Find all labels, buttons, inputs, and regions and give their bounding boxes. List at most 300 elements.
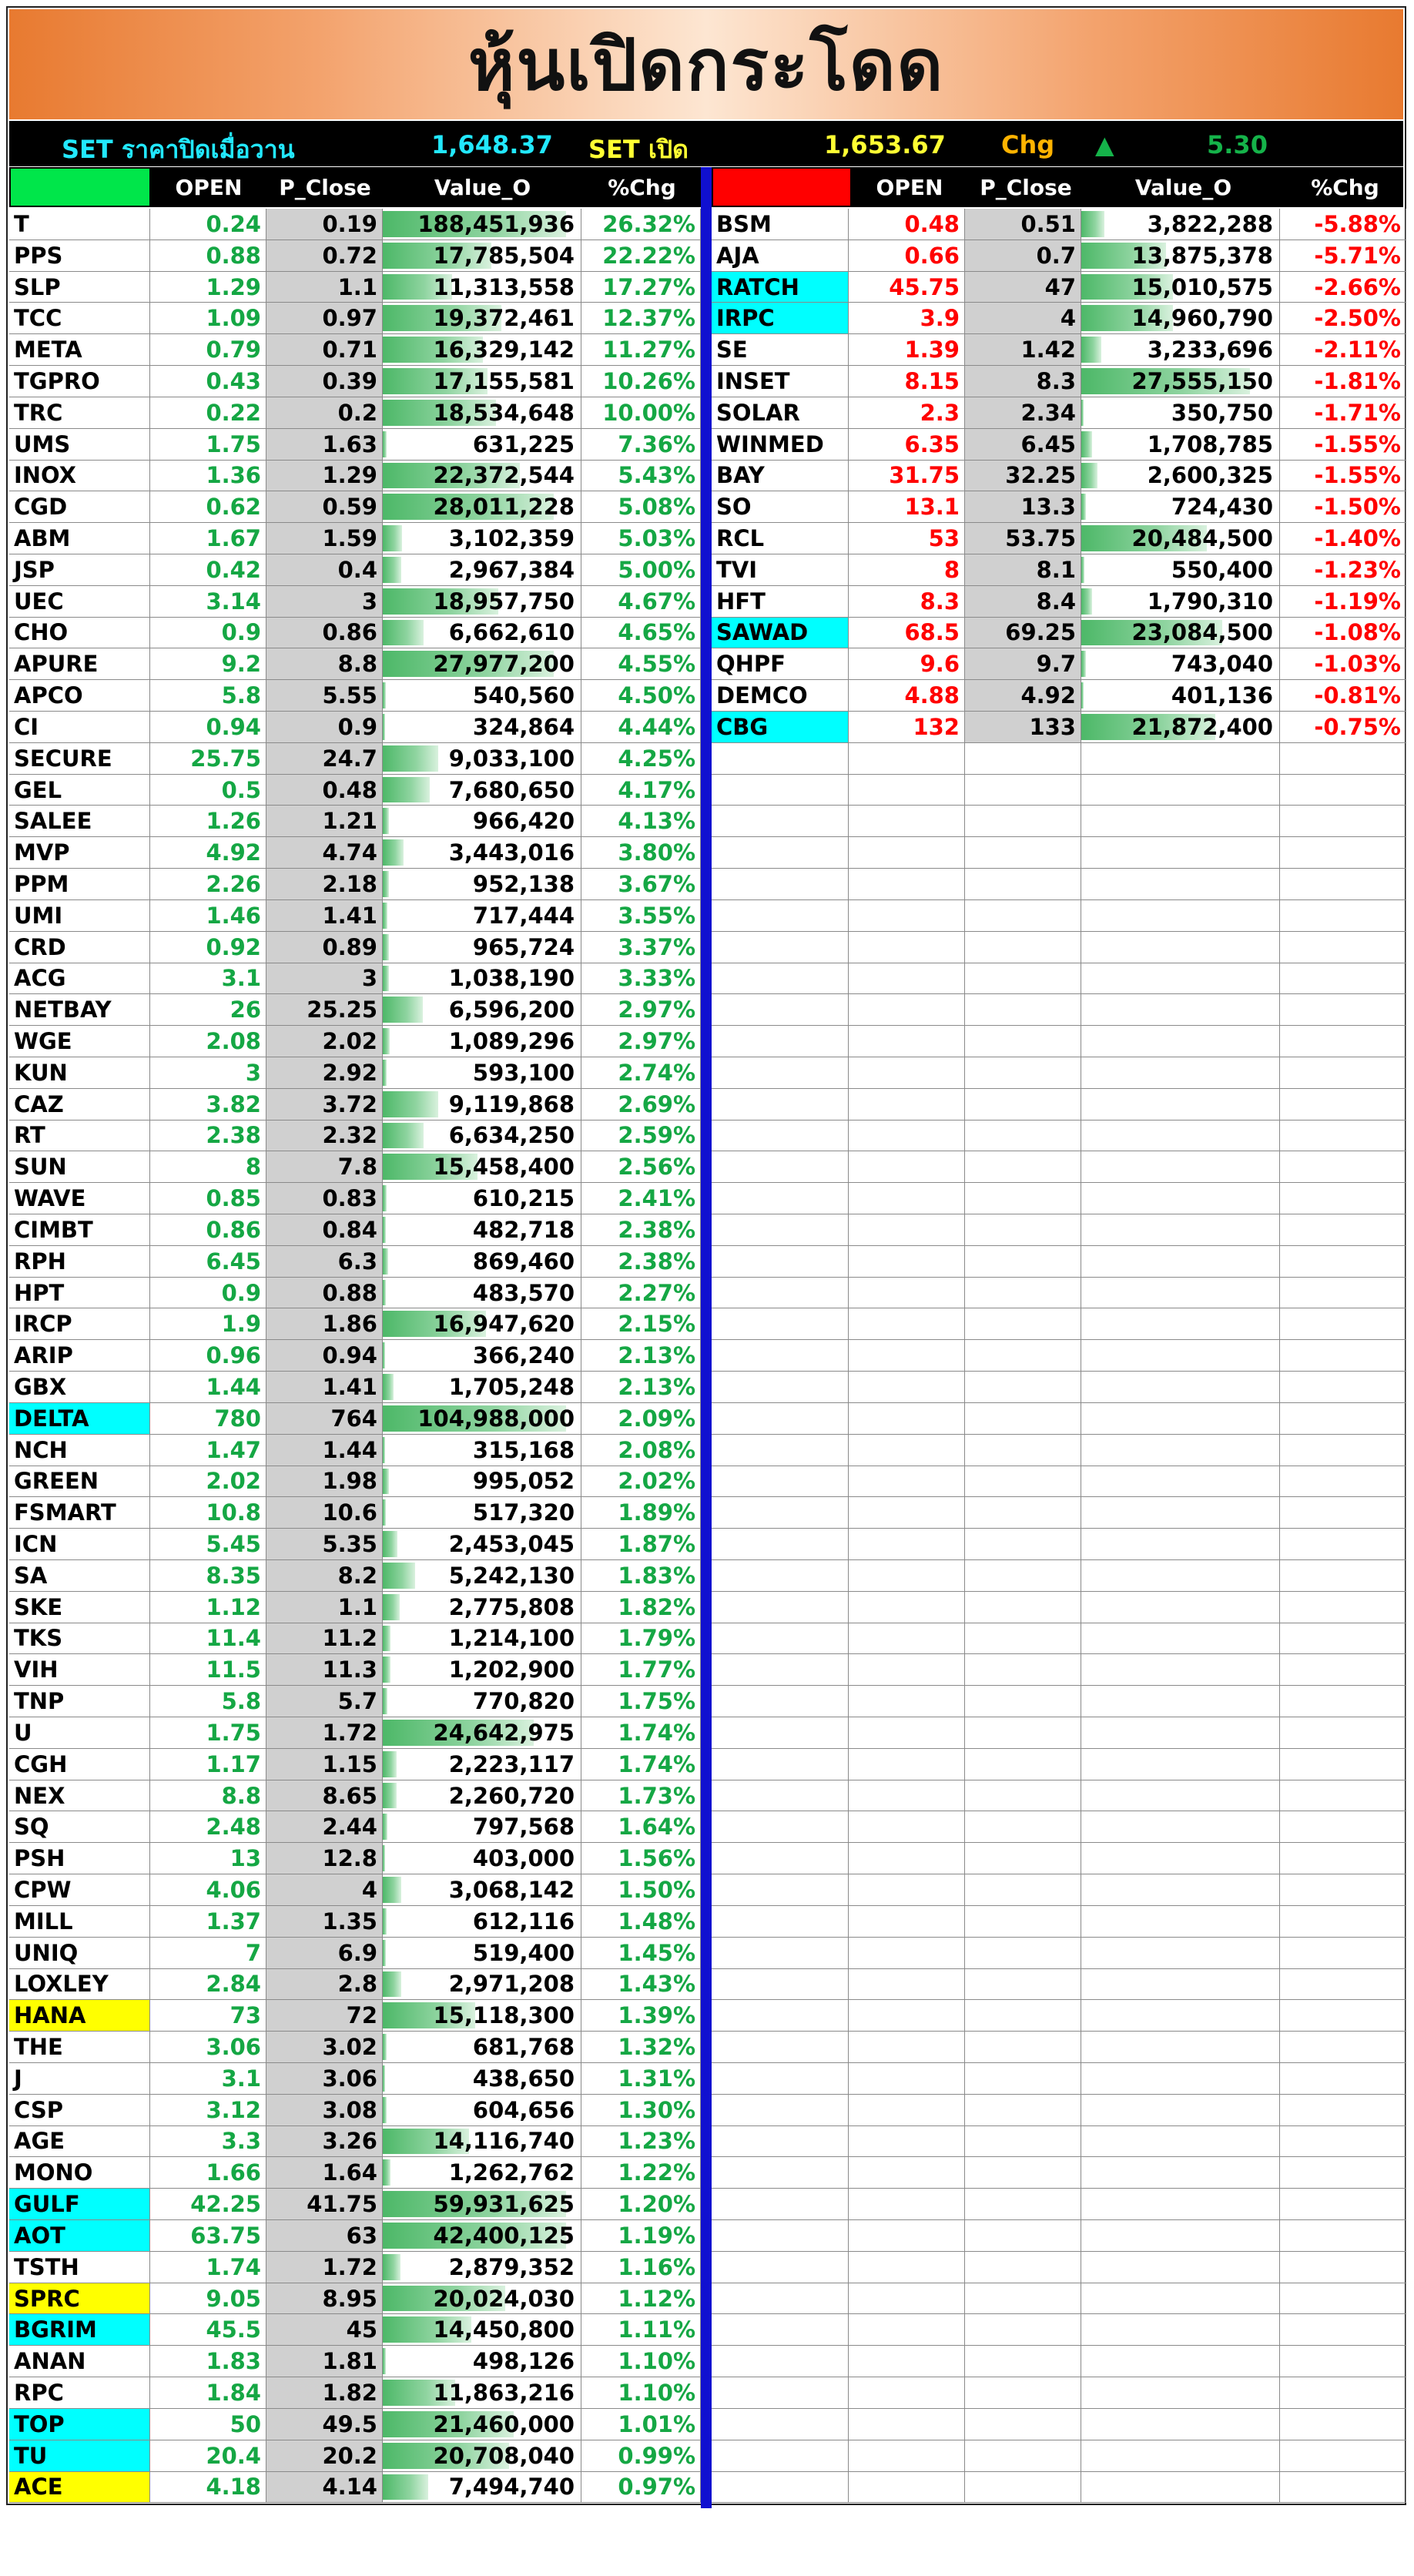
symbol-cell[interactable] [9,429,150,460]
table-row[interactable] [9,1811,701,1843]
value-text: 9,033,100 [448,745,575,772]
value-cell [1081,900,1280,931]
value-bar [383,620,424,646]
symbol-cell[interactable] [9,1906,150,1937]
header-open-left[interactable]: OPEN [175,174,243,200]
symbol-cell[interactable] [9,2409,150,2440]
symbol-cell[interactable] [9,586,150,617]
open-cell [150,1654,266,1685]
value-cell [383,209,581,240]
prev-close-price: 1.98 [322,1468,377,1495]
table-row[interactable] [712,648,1406,680]
symbol-cell[interactable] [9,303,150,333]
prev-close-cell [266,2377,383,2408]
pct-chg-cell [581,1780,701,1811]
header-pclose-right[interactable]: P_Close [980,174,1072,200]
table-row[interactable] [9,1246,701,1278]
symbol-cell[interactable] [9,334,150,365]
symbol-cell[interactable] [9,932,150,963]
symbol-cell[interactable] [712,366,849,397]
open-price: 8.3 [920,588,960,615]
table-row[interactable] [712,397,1406,429]
symbol-cell[interactable] [9,1057,150,1088]
symbol-cell[interactable] [9,1278,150,1308]
table-row[interactable] [712,209,1406,240]
value-cell [1081,366,1280,397]
pct-chg-text: 2.74% [618,1059,695,1086]
table-row[interactable] [9,240,701,272]
table-row[interactable] [712,303,1406,334]
symbol-cell[interactable] [9,1026,150,1057]
symbol-cell [712,1749,849,1780]
symbol-text: SUN [14,1154,67,1181]
value-cell [1081,994,1280,1025]
symbol-cell[interactable] [9,963,150,994]
table-row[interactable] [9,1435,701,1466]
value-text: 59,931,625 [433,2191,575,2218]
table-row[interactable] [712,523,1406,554]
table-row[interactable] [712,366,1406,397]
symbol-text: WINMED [716,430,824,457]
open-price: 3 [245,1059,261,1086]
value-cell [383,2314,581,2345]
symbol-cell[interactable] [712,648,849,679]
prev-close-cell [965,554,1081,585]
table-row[interactable] [9,1560,701,1592]
table-row[interactable] [712,429,1406,461]
open-cell [849,303,965,333]
symbol-cell[interactable] [9,2314,150,2345]
symbol-cell[interactable] [712,272,849,303]
symbol-cell[interactable] [9,1654,150,1685]
table-row[interactable] [9,2252,701,2283]
pct-chg-text: -1.50% [1314,494,1401,521]
table-row[interactable] [9,461,701,492]
symbol-cell[interactable] [9,491,150,522]
table-row[interactable] [9,1214,701,1246]
value-text: 2,775,808 [448,1593,575,1620]
table-row[interactable] [9,2440,701,2472]
symbol-cell [712,1780,849,1811]
prev-close-cell [266,2314,383,2345]
table-row[interactable] [9,1466,701,1498]
value-cell [1081,2440,1280,2471]
open-cell [849,1246,965,1277]
up-arrow-icon: ▲ [1095,130,1114,159]
table-row[interactable] [9,1780,701,1812]
table-row[interactable] [712,680,1406,712]
symbol-cell[interactable] [9,1529,150,1559]
open-cell [849,2314,965,2345]
symbol-cell[interactable] [9,523,150,554]
table-row[interactable] [9,2283,701,2315]
value-text: 995,052 [472,1468,575,1495]
symbol-cell[interactable] [9,1686,150,1717]
empty-row [712,1151,1406,1183]
open-cell [150,1151,266,1182]
table-row[interactable] [712,240,1406,272]
value-bar [383,745,438,772]
table-row[interactable] [9,680,701,712]
pct-chg-cell [581,1717,701,1748]
table-row[interactable] [9,1717,701,1749]
symbol-cell[interactable] [9,397,150,428]
table-row[interactable] [9,586,701,618]
symbol-cell [712,1906,849,1937]
header-open-right[interactable]: OPEN [876,174,943,200]
symbol-cell[interactable] [9,1403,150,1434]
symbol-cell[interactable] [9,209,150,240]
value-cell [1081,2157,1280,2188]
value-cell [1081,1717,1280,1748]
table-row[interactable] [9,2095,701,2126]
open-cell [150,2220,266,2251]
table-row[interactable] [9,2063,701,2095]
table-row[interactable] [9,554,701,586]
symbol-cell[interactable] [9,2440,150,2471]
table-row[interactable] [9,900,701,932]
symbol-cell[interactable] [712,586,849,617]
table-row[interactable] [9,1623,701,1655]
symbol-cell[interactable] [712,209,849,240]
symbol-cell [712,2409,849,2440]
table-row[interactable] [9,1151,701,1183]
table-row[interactable] [9,429,701,461]
pct-chg-cell [1280,1183,1406,1214]
symbol-cell[interactable] [9,1340,150,1371]
symbol-cell[interactable] [9,1623,150,1654]
symbol-cell[interactable] [712,618,849,648]
value-cell [383,806,581,836]
table-row[interactable] [9,1592,701,1623]
value-text: 403,000 [472,1845,575,1872]
prev-close-cell [266,775,383,806]
prev-close-cell [266,1214,383,1245]
prev-close-price: 2.02 [322,1028,377,1055]
table-row[interactable] [9,932,701,963]
symbol-cell[interactable] [9,1435,150,1466]
table-row[interactable] [9,1308,701,1340]
prev-close-price: 0.71 [322,337,377,363]
symbol-cell[interactable] [9,1246,150,1277]
table-row[interactable] [9,743,701,775]
symbol-cell[interactable] [9,2095,150,2125]
prev-close-cell [266,1121,383,1151]
table-row[interactable] [9,712,701,743]
header-pclose-left[interactable]: P_Close [279,174,371,200]
prev-close-cell [965,2063,1081,2094]
table-row[interactable] [9,1969,701,2001]
table-row[interactable] [9,2377,701,2409]
value-text: 27,555,150 [1131,367,1273,394]
prev-close-cell [266,712,383,742]
table-row[interactable] [9,1057,701,1089]
header-chg-left[interactable]: %Chg [608,174,676,200]
table-row[interactable] [712,272,1406,303]
table-row[interactable] [9,1121,701,1152]
table-row[interactable] [9,1938,701,1969]
symbol-cell[interactable] [712,240,849,271]
table-row[interactable] [712,712,1406,743]
symbol-cell[interactable] [9,2220,150,2251]
symbol-cell[interactable] [712,461,849,491]
table-row[interactable] [9,2000,701,2032]
table-row[interactable] [712,586,1406,618]
symbol-cell[interactable] [712,429,849,460]
value-cell [1081,2220,1280,2251]
symbol-cell[interactable] [9,618,150,648]
open-price: 0.94 [206,713,261,740]
prev-close-price: 6.45 [1020,430,1076,457]
symbol-cell[interactable] [9,2346,150,2377]
table-row[interactable] [712,461,1406,492]
table-row[interactable] [9,1874,701,1906]
prev-close-price: 1.81 [322,2348,377,2375]
header-value-left[interactable]: Value_O [434,174,531,200]
symbol-cell[interactable] [9,2000,150,2031]
symbol-cell[interactable] [9,2157,150,2188]
symbol-cell[interactable] [9,240,150,271]
value-text: 681,768 [472,2034,575,2061]
pct-chg-cell [1280,554,1406,585]
symbol-cell[interactable] [9,2063,150,2094]
value-text: 14,960,790 [1131,305,1273,332]
pct-chg-text: 7.36% [618,430,695,457]
table-row[interactable] [9,1340,701,1372]
prev-close-cell [965,429,1081,460]
prev-close-cell [965,1749,1081,1780]
header-value-right[interactable]: Value_O [1134,174,1232,200]
table-row[interactable] [9,1183,701,1214]
value-cell [1081,1121,1280,1151]
table-row[interactable] [9,1403,701,1435]
pct-chg-text: 1.77% [618,1656,695,1683]
table-row[interactable] [712,491,1406,523]
symbol-cell[interactable] [9,712,150,742]
symbol-cell[interactable] [9,2472,150,2503]
header-chg-right[interactable]: %Chg [1311,174,1379,200]
symbol-cell[interactable] [9,1308,150,1339]
value-text: 2,260,720 [448,1782,575,1809]
pct-chg-text: 1.16% [618,2253,695,2280]
table-row[interactable] [9,523,701,554]
gainers-color-swatch [11,169,149,206]
symbol-cell[interactable] [712,303,849,333]
symbol-cell[interactable] [9,1938,150,1968]
open-price: 2.08 [206,1028,261,1055]
symbol-text: PPS [14,242,63,269]
symbol-cell[interactable] [9,461,150,491]
open-cell [150,1811,266,1842]
symbol-text: CSP [14,2096,63,2123]
symbol-cell[interactable] [712,523,849,554]
table-row[interactable] [9,2220,701,2252]
empty-row [712,1811,1406,1843]
empty-row [712,1214,1406,1246]
table-row[interactable] [9,1843,701,1874]
table-row[interactable] [712,334,1406,366]
symbol-cell[interactable] [9,648,150,679]
symbol-cell[interactable] [9,1121,150,1151]
table-row[interactable] [9,1278,701,1309]
symbol-cell[interactable] [9,2126,150,2157]
pct-chg-text: 1.12% [618,2285,695,2312]
symbol-cell[interactable] [9,743,150,774]
value-bar [383,431,387,457]
value-cell [383,1340,581,1371]
prev-close-price: 2.44 [322,1814,377,1841]
table-row[interactable] [9,775,701,806]
table-row[interactable] [9,2409,701,2440]
symbol-cell [712,775,849,806]
symbol-cell[interactable] [712,712,849,742]
symbol-cell[interactable] [9,2032,150,2062]
symbol-cell[interactable] [712,334,849,365]
symbol-cell[interactable] [9,837,150,868]
table-row[interactable] [9,397,701,429]
table-row[interactable] [9,1686,701,1717]
pct-chg-cell [581,932,701,963]
prev-close-cell [965,2220,1081,2251]
symbol-text: ACE [14,2474,63,2501]
symbol-cell[interactable] [9,1560,150,1591]
value-text: 2,879,352 [448,2253,575,2280]
open-cell [150,397,266,428]
table-row[interactable] [9,618,701,649]
table-row[interactable] [9,491,701,523]
value-cell [1081,461,1280,491]
table-row[interactable] [712,618,1406,649]
open-cell [150,1121,266,1151]
open-cell [849,491,965,522]
table-row[interactable] [9,1529,701,1560]
value-cell [383,1780,581,1811]
value-cell [1081,1151,1280,1182]
table-row[interactable] [9,1749,701,1780]
table-row[interactable] [9,1372,701,1403]
prev-close-cell [965,1183,1081,1214]
symbol-cell[interactable] [9,1151,150,1182]
table-row[interactable] [9,2157,701,2189]
open-cell [849,1686,965,1717]
table-row[interactable] [9,303,701,334]
table-row[interactable] [9,272,701,303]
table-row[interactable] [9,2032,701,2063]
empty-row [712,1749,1406,1780]
table-row[interactable] [9,2314,701,2346]
symbol-cell[interactable] [9,2283,150,2314]
prev-close-cell [965,2000,1081,2031]
value-text: 2,600,325 [1147,462,1273,489]
symbol-cell[interactable] [9,869,150,899]
symbol-cell[interactable] [9,1183,150,1214]
value-text: 16,947,620 [433,1311,575,1338]
pct-chg-cell [581,1969,701,2000]
table-row[interactable] [9,334,701,366]
empty-row [712,2314,1406,2346]
symbol-cell[interactable] [9,1874,150,1905]
open-price: 1.75 [206,430,261,457]
symbol-cell[interactable] [9,1214,150,1245]
symbol-cell[interactable] [712,680,849,711]
table-row[interactable] [712,554,1406,586]
table-row[interactable] [9,209,701,240]
open-cell [849,1560,965,1591]
symbol-cell[interactable] [9,366,150,397]
open-price: 11.4 [206,1625,261,1652]
table-row[interactable] [9,963,701,995]
symbol-text: TVI [716,556,758,583]
value-cell [383,1057,581,1088]
table-row[interactable] [9,869,701,900]
pct-chg-cell [581,1435,701,1466]
symbol-cell[interactable] [9,1497,150,1528]
symbol-cell[interactable] [712,491,849,522]
value-text: 1,089,296 [448,1028,575,1055]
symbol-cell[interactable] [9,1843,150,1874]
symbol-cell[interactable] [9,554,150,585]
pct-chg-cell [1280,1497,1406,1528]
symbol-cell[interactable] [712,554,849,585]
table-row[interactable] [9,2126,701,2158]
symbol-cell[interactable] [9,1592,150,1623]
table-row[interactable] [9,806,701,837]
value-bar [383,1940,386,1966]
value-cell [383,2252,581,2283]
symbol-cell[interactable] [9,806,150,836]
symbol-cell[interactable] [9,1780,150,1811]
symbol-cell[interactable] [9,2252,150,2283]
value-text: 324,864 [472,713,575,740]
symbol-cell[interactable] [9,2377,150,2408]
table-row[interactable] [9,1026,701,1057]
table-row[interactable] [9,2472,701,2504]
symbol-cell[interactable] [9,2189,150,2219]
symbol-cell[interactable] [9,1372,150,1402]
table-row[interactable] [9,1497,701,1529]
symbol-cell[interactable] [9,1089,150,1120]
table-row[interactable] [9,837,701,869]
open-price: 1.74 [206,2253,261,2280]
symbol-cell[interactable] [9,272,150,303]
symbol-cell[interactable] [9,1811,150,1842]
table-row[interactable] [9,1906,701,1938]
table-row[interactable] [9,994,701,1026]
open-price: 5.45 [206,1531,261,1558]
symbol-cell[interactable] [9,994,150,1025]
symbol-cell [712,1623,849,1654]
prev-close-cell [965,1151,1081,1182]
table-row[interactable] [9,2189,701,2220]
open-price: 25.75 [190,745,261,772]
table-row[interactable] [9,1089,701,1121]
table-row[interactable] [9,648,701,680]
value-text: 315,168 [472,1436,575,1463]
symbol-cell[interactable] [9,1717,150,1748]
prev-close-cell [965,2346,1081,2377]
symbol-cell[interactable] [9,775,150,806]
table-row[interactable] [9,2346,701,2377]
symbol-cell[interactable] [9,680,150,711]
symbol-cell[interactable] [9,1466,150,1497]
symbol-cell[interactable] [9,900,150,931]
table-row[interactable] [9,1654,701,1686]
symbol-cell[interactable] [9,1749,150,1780]
table-row[interactable] [9,366,701,397]
symbol-cell[interactable] [712,397,849,428]
symbol-cell[interactable] [9,1969,150,2000]
pct-chg-cell [581,1372,701,1402]
